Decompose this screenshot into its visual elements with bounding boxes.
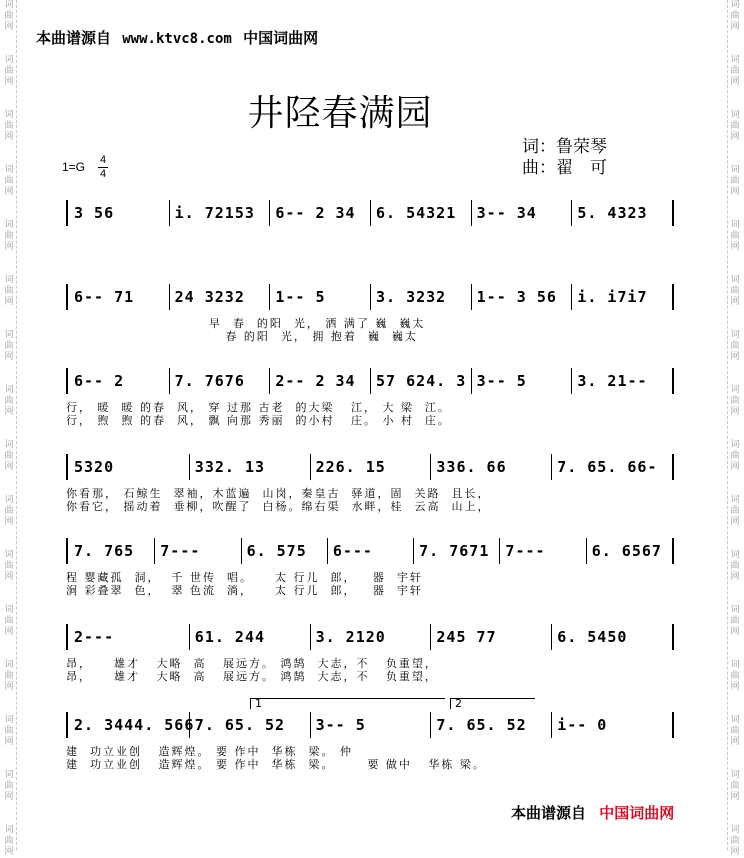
header-source-label: 本曲谱源自: [36, 29, 112, 47]
time-signature: [98, 155, 108, 180]
barline: [551, 454, 552, 480]
barline: [551, 712, 552, 738]
measure: 61. 244: [194, 628, 266, 646]
measure: 336. 66: [436, 458, 507, 476]
measure: 245 77: [436, 628, 497, 646]
volta-bracket: 1: [250, 698, 445, 709]
lyric-line: 昂， 雄才 大略 高 展远方。 鸿鹄 大志，不 负重望，: [66, 657, 438, 670]
composer-credit: 曲：翟 可: [522, 158, 607, 178]
meter-bottom: 4: [99, 168, 107, 180]
measure: 226. 15: [315, 458, 386, 476]
credits: [522, 137, 607, 179]
measure: 7. 765: [74, 542, 135, 560]
barline: [310, 712, 311, 738]
score-system: [66, 368, 670, 438]
barline: [370, 200, 371, 226]
lyric-line: 建 功立业创 造辉煌。 要 作中 华栋 梁。 仲: [66, 745, 353, 758]
measure: 7. 65. 52: [194, 716, 286, 734]
score-system: [66, 454, 670, 524]
lyric-line: 程 婴藏孤 洞， 千 世传 唱。 太 行儿 郎， 器 宇轩: [66, 571, 423, 584]
barline: [189, 624, 190, 650]
barline: [169, 368, 170, 394]
measure: 7---: [505, 542, 546, 560]
measure: 6. 575: [246, 542, 307, 560]
measure: 3. 21--: [577, 372, 648, 390]
meter-top: 4: [99, 154, 107, 166]
lyric-line: 你看它， 摇动着 垂柳，吹醒了 白杨。绵右渠 水畔，桂 云高 山上，: [66, 500, 491, 513]
song-title: 井陉春满园: [247, 93, 433, 134]
measure: 6-- 2 34: [275, 204, 356, 222]
measure: 2-- 2 34: [275, 372, 356, 390]
lyric-line: 春 的阳 光， 拥 抱着 巍 巍太: [66, 330, 418, 343]
measure: i. i7i7: [577, 288, 648, 306]
measure: 57 624. 3: [376, 372, 467, 390]
barline: [430, 624, 431, 650]
barline: [310, 454, 311, 480]
measure: 6. 54321: [376, 204, 457, 222]
measure: 24 3232: [174, 288, 245, 306]
measure: 7. 7671: [419, 542, 490, 560]
lyric-line: 行， 暖 暖 的春 风， 穿 过那 古老 的大梁 江， 大 梁 江。: [66, 401, 451, 414]
score-system: [66, 538, 670, 608]
barline: [430, 712, 431, 738]
measure: 1-- 3 56: [476, 288, 557, 306]
measure: i. 72153: [174, 204, 255, 222]
lyric-line: 你看那， 石鲸生 翠袖，木蓝遍 山岗，秦皇古 驿道，固 关路 且长，: [66, 487, 491, 500]
measure: 5. 4323: [577, 204, 648, 222]
barline: [413, 538, 414, 564]
barline: [551, 624, 552, 650]
measure: 6---: [332, 542, 373, 560]
barline: [471, 284, 472, 310]
notes-row: [66, 454, 674, 480]
watermark-right-strip: 词 曲 网 词 曲 网 词 曲 网 词 曲 网 词 曲 网 词 曲 网 词 曲 网 词 曲 网 词 曲 网 词 曲 网 词 曲 网 词 曲 网 词 曲 网 词 曲 网 词 曲 网 词 曲 网: [727, 0, 742, 850]
barline: [571, 368, 572, 394]
barline: [499, 538, 500, 564]
notes-row: [66, 284, 674, 310]
measure: 6-- 71: [74, 288, 135, 306]
source-footer: [511, 802, 674, 823]
measure: 3. 3232: [376, 288, 447, 306]
barline: [471, 368, 472, 394]
key-signature: 1=G: [62, 160, 86, 174]
measure: 3-- 34: [476, 204, 537, 222]
measure: 7---: [160, 542, 201, 560]
barline: [471, 200, 472, 226]
header-site-name: 中国词曲网: [243, 29, 319, 47]
measure: 3 56: [74, 204, 115, 222]
barline: [571, 200, 572, 226]
lyric-line: 涧 彩叠翠 色， 翠 色流 淌， 太 行儿 郎， 器 宇轩: [66, 584, 423, 597]
barline: [169, 200, 170, 226]
score-system: [66, 284, 670, 354]
measure: 7. 65. 66-: [557, 458, 658, 476]
measure: 5320: [74, 458, 115, 476]
barline: [154, 538, 155, 564]
footer-source-label: 本曲谱源自: [511, 804, 587, 822]
lyric-line: 建 功立业创 造辉煌。 要 作中 华栋 梁。 要 做中 华栋 梁。: [66, 758, 486, 771]
barline: [571, 284, 572, 310]
measure: 1-- 5: [275, 288, 326, 306]
barline: [586, 538, 587, 564]
watermark-left-strip: 词 曲 网 词 曲 网 词 曲 网 词 曲 网 词 曲 网 词 曲 网 词 曲 网 词 曲 网 词 曲 网 词 曲 网 词 曲 网 词 曲 网 词 曲 网 词 曲 网 词 曲 网 词 曲 网: [2, 0, 17, 850]
footer-site-name: 中国词曲网: [599, 804, 675, 822]
barline: [269, 368, 270, 394]
score-system: [66, 200, 670, 270]
barline: [310, 624, 311, 650]
barline: [370, 284, 371, 310]
measure: 3. 2120: [315, 628, 386, 646]
measure: 2---: [74, 628, 115, 646]
score-system: [66, 624, 670, 694]
measure: 6-- 2: [74, 372, 125, 390]
notes-row: [66, 538, 674, 564]
notes-row: [66, 200, 674, 226]
header-url[interactable]: www.ktvc8.com: [122, 31, 232, 47]
barline: [430, 454, 431, 480]
barline: [169, 284, 170, 310]
lyricist-credit: 词：鲁荣琴: [522, 137, 607, 157]
score-system: [66, 697, 670, 782]
lyric-line: 行， 煦 煦 的春 风， 飘 向那 秀丽 的小村 庄。 小 村 庄。: [66, 414, 451, 427]
notes-row: [66, 368, 674, 394]
source-header: [36, 27, 318, 48]
notes-row: [66, 624, 674, 650]
notes-row: [66, 712, 674, 738]
barline: [269, 200, 270, 226]
barline: [241, 538, 242, 564]
measure: 6. 6567: [591, 542, 662, 560]
lyric-line: 昂， 雄才 大略 高 展远方。 鸿鹄 大志，不 负重望，: [66, 670, 438, 683]
measure: 7. 7676: [174, 372, 245, 390]
barline: [327, 538, 328, 564]
barline: [189, 454, 190, 480]
measure: 332. 13: [194, 458, 266, 476]
measure: 3-- 5: [315, 716, 366, 734]
measure: 6. 5450: [557, 628, 628, 646]
lyric-line: 早 春 的阳 光， 洒 满了 巍 巍太: [66, 317, 426, 330]
barline: [189, 712, 190, 738]
barline: [370, 368, 371, 394]
barline: [269, 284, 270, 310]
measure: 3-- 5: [476, 372, 527, 390]
volta-bracket: 2: [450, 698, 535, 709]
measure: i-- 0: [557, 716, 608, 734]
measure: 2. 3444. 566: [74, 716, 195, 734]
measure: 7. 65. 52: [436, 716, 527, 734]
